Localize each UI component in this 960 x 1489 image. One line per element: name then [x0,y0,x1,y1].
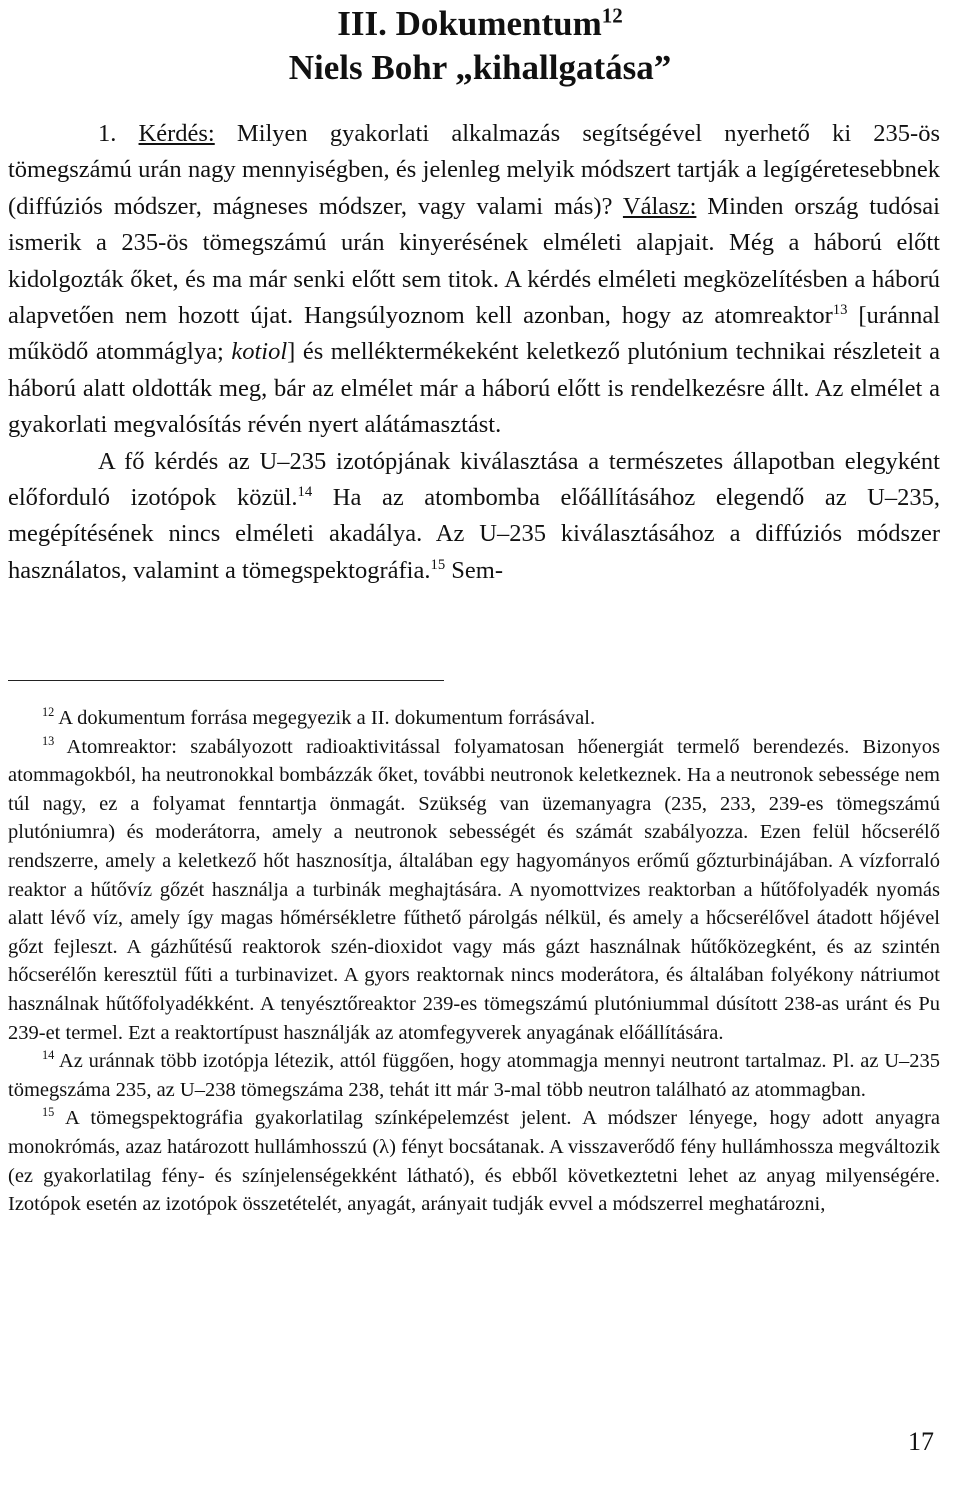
second-paragraph [8,444,940,590]
page-number: 17 [908,1427,934,1456]
title-text: III. Dokumentum [337,4,602,43]
footnote-text: A dokumentum forrása megegyezik a II. dokumentum forrásával. [54,707,596,729]
answer-label: Válasz: [622,192,697,220]
document-title [0,2,960,90]
question-text: Milyen gyakorlati alkalmazás segítségével nyerhető ki 235-ös tömegszámú urán nagy mennyiségben, és jelenleg melyik módszert tartják a legígéretesebbnek (diffúziós módszer, mágneses módszer, vagy valami más)? [8,120,940,220]
footnote-number: 13 [42,733,55,748]
footnote-number: 14 [42,1048,55,1063]
question-answer-paragraph [8,116,940,444]
footnote-ref-15: 15 [430,556,446,573]
footnote-text: Az uránnak több izotópja létezik, attól függően, hogy atommagja mennyi neutront tartalmaz. Pl. az U–235 tömegszáma 235, az U–238 tömegszáma 238, tehát itt már 3-mal több neutron található az atommagban. [8,1050,940,1101]
title-line-2: Niels Bohr „kihallgatása” [288,48,672,87]
title-line-1 [0,2,960,46]
footnote-14 [8,1047,940,1104]
footnote-15 [8,1104,940,1218]
footnote-12 [8,704,940,733]
footnote-text: Atomreaktor: szabályozott radioaktivitással folyamatosan hőenergiát termelő berendezés. Bizonyos atommagokból, ha neutronokkal bombázzák őket, további neutronok keletkeznek. Ha a neutronok sebessége nem túl nagy, ez a folyamat fenntartja önmagát. Szükség van üzemanyagra (235, 233, 239-es tömegszámú plutóniumra) és moderátorra, amely a neutronok sebességét és számát szabályozza. Ezen felül hőcserélő rendszerre, amely a keletkező hőt hasznosítja, általában egy hagyományos erőmű gőzturbinájában. A vízforraló reaktor a hűtővíz gőzét használja a turbinák meghajtására. A nyomottvizes reaktorban a hűtőfolyadék nyomás alatt lévő víz, amely így magas hőmérsékletre fűthető párolgás nélkül, és amely a hőcserélővel átadott hőjével gőzt fejleszt. A gázhűtésű reaktorok szén-dioxidot vagy más gázt használnak hűtőközegként, és az szintén hőcserélőn keresztül fűti a turbinavizet. A gyors reaktornak nincs moderátora, és általában folyékony nátriumot használnak hűtőfolyadékként. A tenyésztőreaktor 239-es tömegszámú plutóniummal dúsított 238-as uránt és Pu 239-et termel. Ezt a reaktortípust használják az atomfegyverek anyagának előállítására. [8,735,940,1044]
question-number: 1. [98,120,117,147]
footnote-number: 12 [42,705,55,720]
paragraph-2-text-2: Ha az atombomba előállításához elegendő az U–235, megépítésének nincs elméleti akadálya. Az U–235 kiválasztásához a diffúziós módszer használatos, valamint a tömegspektográfia. [8,484,940,584]
footnote-ref-13: 13 [832,301,848,318]
footnote-ref-12: 12 [601,3,623,28]
answer-text-2: [uránnal működő atommáglya; [8,302,941,366]
main-text [8,116,940,589]
footnote-number: 15 [42,1105,55,1120]
footnotes [8,704,940,1219]
paragraph-2-text-1: A fő kérdés az U–235 izotópjának kiválasztása a természetes állapotban elegyként előforduló izotópok közül. [8,447,940,512]
answer-text-1: Minden ország tudósai ismerik a 235-ös tömegszámú urán kinyerésének elméleti alapjait. Még a háború előtt kidolgozták őket, és ma már senki előtt sem titok. A kérdés elméleti megközelítésben a háború alapvetően nem hozott újat. Hangsúlyoznom kell azonban, hogy az atomreaktor [8,192,940,330]
answer-italic-term: kotiol [231,338,288,366]
footnote-text: A tömegspektográfia gyakorlatilag színképelemzést jelent. A módszer lényege, hogy adott anyagra monokrómás, azaz határozott hullámhosszú (λ) fényt bocsátanak. A visszaverődő fény hullámhossza megváltozik (ez gyakorlatilag fény- és színjelenségekként látható), és ebből következtetni lehet az anyag milyenségére. Izotópok esetén az izotópok összetételét, anyagát, arányait tudják evvel a módszerrel meghatározni, [8,1107,940,1216]
answer-text-3: ] és melléktermékeként keletkező plutónium technikai részleteit a háború alatt oldották meg, bár az elmélet már a háború előtt is rendelkezésre állt. Az elmélet a gyakorlati megvalósítás révén nyert alátámasztást. [8,338,940,439]
footnote-13 [8,733,940,1048]
footnote-ref-14: 14 [297,483,313,500]
question-label: Kérdés: [138,120,215,147]
footnote-divider [8,680,444,681]
paragraph-2-text-3: Sem- [445,556,504,584]
